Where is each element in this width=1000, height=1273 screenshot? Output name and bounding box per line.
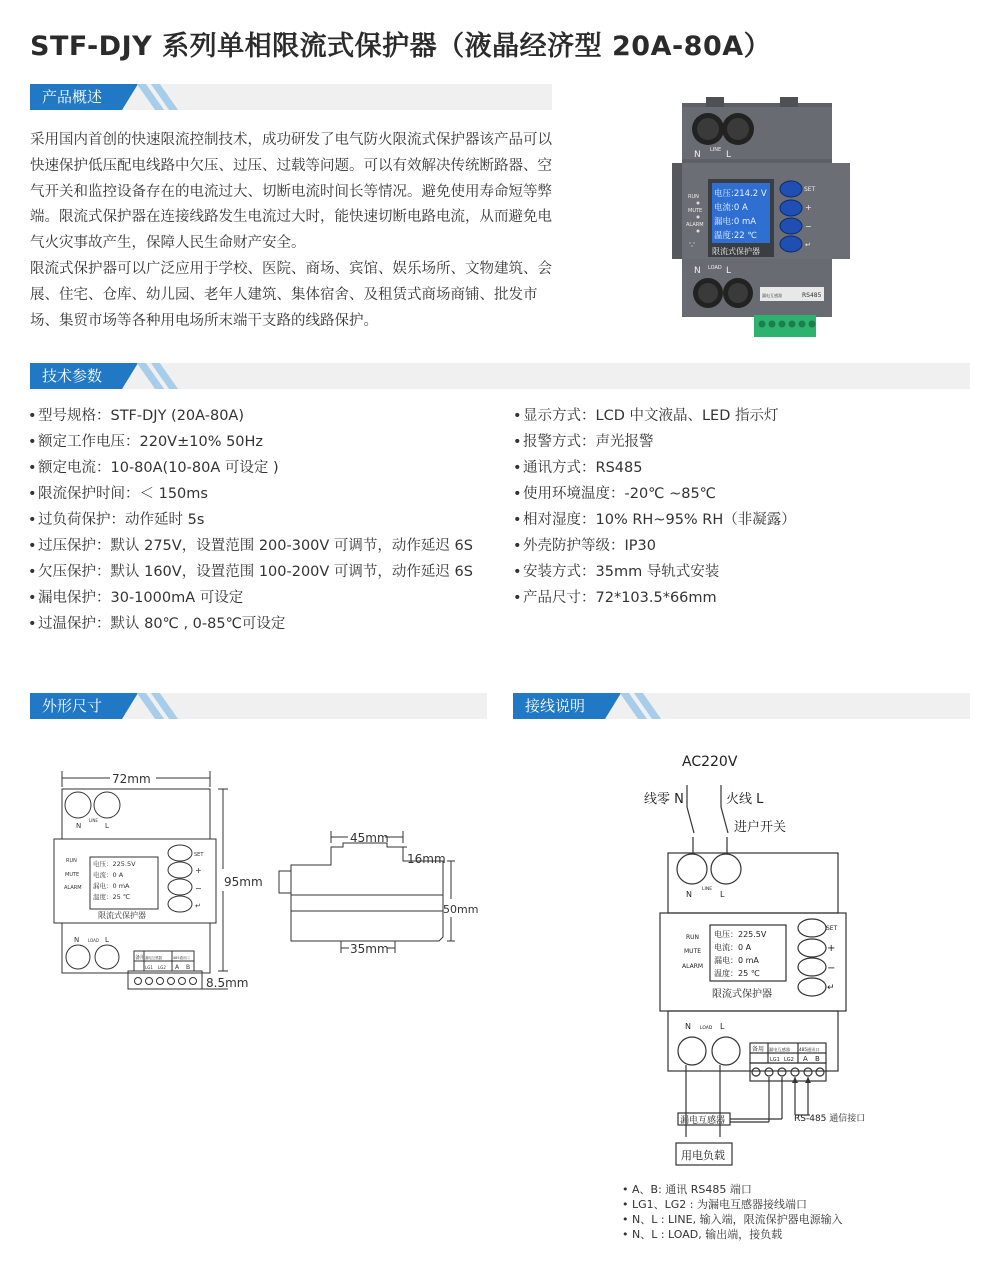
- wiring-lcd-4: 温度：25 ℃: [714, 969, 760, 978]
- wiring-top-line: LINE: [702, 887, 713, 892]
- sketch-alarm: ALARM: [64, 885, 82, 891]
- section-header-wiring: [513, 693, 970, 719]
- wiring-neutral: 线零 N: [644, 792, 684, 807]
- wiring-minus: −: [827, 963, 836, 974]
- lcd-line-2: 电流:0 A: [714, 203, 748, 213]
- param-item: •报警方式：声光报警: [513, 434, 654, 450]
- page-title: STF-DJY 系列单相限流式保护器（液晶经济型 20A-80A）: [30, 31, 772, 62]
- param-item: •欠压保护：默认 160V，设置范围 100-200V 可调节，动作延迟 6S: [28, 564, 473, 580]
- wiring-bottom-n: N: [685, 1022, 691, 1031]
- dim-bottom-label: 8.5mm: [206, 976, 249, 990]
- dim-side-top-label: 45mm: [350, 831, 389, 845]
- note-item: • A、B: 通讯 RS485 端口: [622, 1183, 752, 1196]
- sketch-run: RUN: [66, 858, 77, 864]
- key-plus-label: +: [805, 203, 812, 212]
- param-item: •相对湿度：10% RH~95% RH（非凝露）: [513, 512, 796, 528]
- wiring-lcd-2: 电流：0 A: [714, 943, 752, 952]
- sketch-485: 485通讯口: [173, 956, 190, 960]
- set-button[interactable]: [780, 181, 802, 197]
- product-photo: [668, 97, 858, 347]
- param-item: •漏电保护：30-1000mA 可设定: [28, 590, 244, 606]
- param-item: •外壳防护等级：IP30: [513, 538, 656, 554]
- param-item: •过温保护：默认 80℃ , 0-85℃可设定: [28, 616, 286, 632]
- device-top-line: LINE: [710, 147, 722, 153]
- indicator-alarm: ALARM: [686, 222, 704, 228]
- lcd-line-3: 漏电:0 mA: [714, 217, 757, 227]
- device-terminal-rs485: RS485: [802, 292, 822, 299]
- param-item: •产品尺寸：72*103.5*66mm: [513, 590, 717, 606]
- dim-side-step-label: 16mm: [407, 852, 446, 866]
- sketch-lcd-4: 温度：25 ℃: [93, 893, 131, 901]
- sketch-brand: 限流式保护器: [98, 911, 146, 920]
- wiring-diagram: [630, 745, 870, 1175]
- wiring-sensor-label: 漏电互感器: [680, 1116, 726, 1126]
- sketch-a: A: [175, 964, 180, 971]
- param-item: •额定工作电压：220V±10% 50Hz: [28, 434, 264, 450]
- sketch-top-n: N: [76, 822, 82, 830]
- sketch-lcd-1: 电压：225.5V: [93, 860, 136, 868]
- wiring-bottom-load: LOAD: [700, 1026, 713, 1031]
- key-minus-label: −: [805, 222, 812, 231]
- overview-paragraph-2: 限流式保护器可以广泛应用于学校、医院、商场、宾馆、娱乐场所、文物建筑、会展、住宅、仓库、幼儿园、老年人建筑、集体宿舍、及租赁式商场商铺、批发市场、集贸市场等各种用电场所末端干支路的线路保护。: [30, 260, 552, 329]
- device-bottom-n: N: [694, 266, 701, 276]
- device-bottom-l: L: [726, 266, 732, 276]
- sketch-lg2: LG2: [158, 965, 166, 970]
- indicator-run: RUN: [688, 194, 699, 200]
- param-item: •显示方式：LCD 中文液晶、LED 指示灯: [513, 408, 779, 424]
- param-item: •过负荷保护：动作延时 5s: [28, 512, 205, 528]
- sketch-top-line: LINE: [89, 818, 98, 823]
- indicator-mute: MUTE: [688, 208, 703, 214]
- sketch-top-l: L: [105, 822, 109, 830]
- wiring-notes: [622, 1182, 843, 1242]
- dimension-front-drawing: [50, 765, 290, 1000]
- lcd-line-4: 温度:22 ℃: [714, 231, 757, 241]
- wiring-mute: MUTE: [684, 948, 702, 955]
- sketch-mute: MUTE: [65, 872, 80, 878]
- note-item: • LG1、LG2 : 为漏电互感器接线端口: [622, 1198, 808, 1211]
- device-terminal-sensor: 漏电互感器: [762, 293, 782, 298]
- overview-text: [30, 128, 560, 334]
- sketch-enter: ↵: [195, 902, 201, 910]
- params-right-list: [513, 403, 796, 611]
- param-item: •使用环境温度：-20℃ ~85℃: [513, 486, 716, 502]
- wiring-lg1: LG1: [770, 1057, 780, 1063]
- dim-height-label: 95mm: [224, 875, 263, 889]
- wiring-alarm: ALARM: [682, 963, 704, 970]
- section-header-overview: [30, 84, 552, 110]
- lcd-line-1: 电压:214.2 V: [714, 189, 767, 199]
- wiring-lg2: LG2: [784, 1057, 794, 1063]
- wiring-lcd-1: 电压：225.5V: [714, 930, 767, 939]
- wiring-a: A: [803, 1055, 808, 1063]
- wiring-term-485: 485通讯口: [799, 1047, 820, 1052]
- wiring-rs485-label: RS-485 通信接口: [794, 1114, 866, 1124]
- key-enter-label: ↵: [805, 241, 811, 249]
- key-set-label: SET: [804, 186, 816, 193]
- minus-button[interactable]: [780, 218, 802, 234]
- sketch-plus: +: [195, 866, 202, 875]
- enter-button[interactable]: [780, 236, 802, 252]
- wiring-spare: 备用: [752, 1046, 765, 1053]
- sketch-bottom-n: N: [74, 936, 80, 944]
- section-tab-dimensions: 外形尺寸: [30, 693, 122, 719]
- wiring-load-label: 用电负载: [681, 1149, 725, 1162]
- param-item: •过压保护：默认 275V，设置范围 200-300V 可调节，动作延迟 6S: [28, 538, 473, 554]
- param-item: •型号规格：STF-DJY (20A-80A): [28, 408, 245, 424]
- sketch-sensor: 漏电互感器: [145, 956, 162, 960]
- wiring-enter: ↵: [827, 983, 835, 993]
- sketch-lg1: LG1: [145, 965, 153, 970]
- wiring-run: RUN: [686, 934, 700, 941]
- sketch-spare: 备用: [135, 955, 146, 961]
- dimension-side-drawing: [275, 825, 485, 965]
- overview-paragraph-1: 采用国内首创的快速限流控制技术，成功研发了电气防火限流式保护器该产品可以快速保护低压配电线路中欠压、过压、过载等问题。可以有效解决传统断路器、空气开关和监控设备存在的电流过大、切断电流时间长等情况。避免使用寿命短等弊端。限流式保护器在连接线路发生电流过大时，能快速切断电路电流，从而避免电气火灾事故产生，保障人民生命财产安全。: [30, 132, 552, 252]
- wiring-live: 火线 L: [726, 792, 764, 807]
- wiring-brand: 限流式保护器: [712, 989, 772, 1000]
- dim-side-rail-label: 35mm: [350, 942, 389, 956]
- sketch-minus: −: [195, 884, 202, 893]
- plus-button[interactable]: [780, 200, 802, 216]
- device-bottom-load: LOAD: [708, 265, 722, 271]
- sketch-bottom-l: L: [105, 936, 109, 944]
- param-item: •额定电流：10-80A(10-80A 可设定 ): [28, 460, 279, 476]
- wiring-plus: +: [827, 943, 836, 954]
- wiring-term-sensor: 漏电互感器: [769, 1047, 790, 1052]
- sketch-b: B: [186, 964, 191, 971]
- wiring-supply: AC220V: [682, 754, 738, 770]
- wiring-set: SET: [826, 925, 838, 932]
- wiring-switch: 进户开关: [734, 820, 787, 835]
- wiring-top-l: L: [720, 890, 725, 899]
- section-header-dimensions: [30, 693, 487, 719]
- section-tab-overview: 产品概述: [30, 84, 122, 110]
- params-left-list: [28, 403, 473, 637]
- section-header-params: [30, 363, 970, 389]
- dim-side-height-label: 50mm: [443, 903, 479, 916]
- section-tab-params: 技术参数: [30, 363, 122, 389]
- wiring-top-n: N: [686, 890, 692, 899]
- sketch-set: SET: [194, 852, 204, 858]
- wiring-bottom-l: L: [720, 1022, 725, 1031]
- note-item: • N、L : LINE, 输入端，限流保护器电源输入: [622, 1213, 843, 1226]
- device-top-l: L: [726, 150, 732, 160]
- sketch-lcd-2: 电流：0 A: [93, 871, 124, 879]
- wiring-b: B: [815, 1055, 820, 1063]
- note-item: • N、L : LOAD, 输出端，接负载: [622, 1228, 783, 1241]
- param-item: •通讯方式：RS485: [513, 460, 643, 476]
- section-tab-wiring: 接线说明: [513, 693, 605, 719]
- param-item: •限流保护时间：＜ 150ms: [28, 486, 208, 502]
- device-brand-label: 限流式保护器: [712, 247, 760, 256]
- device-top-n: N: [694, 150, 701, 160]
- sketch-bottom-load: LOAD: [88, 938, 99, 943]
- param-item: •安装方式：35mm 导轨式安装: [513, 564, 720, 580]
- dim-width-label: 72mm: [112, 772, 151, 786]
- sketch-lcd-3: 漏电：0 mA: [93, 882, 130, 890]
- wiring-lcd-3: 漏电：0 mA: [714, 956, 759, 965]
